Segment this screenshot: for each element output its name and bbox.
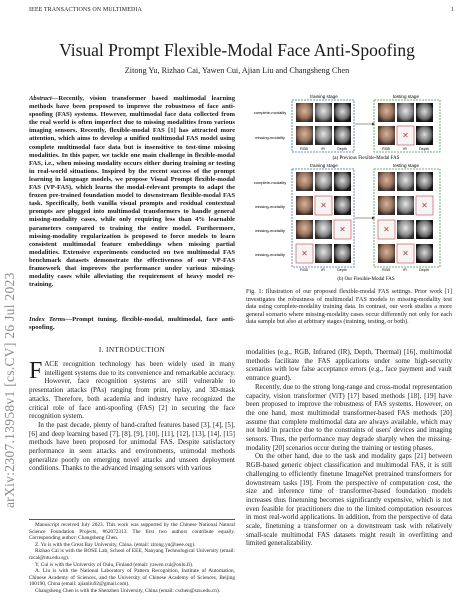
footnotes: [29, 519, 235, 595]
footnote: Changsheng Chen is with the Shenzhen University, China (email: cschen@szu.edu.cn).: [35, 587, 221, 594]
modality-label-rgb: RGB: [382, 147, 390, 151]
training-stage-label: training stage: [310, 163, 338, 168]
row-label: missing-modality: [255, 204, 285, 209]
intro-paragraph-1: [29, 360, 235, 421]
svg-text:✕: ✕: [301, 249, 308, 258]
svg-text:✕: ✕: [421, 201, 428, 210]
page-number: 1: [451, 7, 454, 13]
figure-1-caption: Fig. 1: Illustration of our proposed flexible-modal FAS settings. Prior work [1] investigates the robustness of multimodal FAS models to missing-modality test data using complete-modality training data. In contrast, our work studies a more general scenario where missing-modality cases occur differently not only for each data sample but also at arbitrary stages (training, testing, or both).: [246, 288, 452, 326]
svg-text:✕: ✕: [339, 225, 346, 234]
intro-p1-text: ACE recognition technology has been widely used in many intelligent systems due to its convenience and remarkable accuracy. However, face recognition systems are still vulnerable to presentation attacks (PAs) ranging from print, replay, and 3D-mask attacks. Therefore, both academia and industry have recognized the critical role of face anti-spoofing (FAS) [2] in securing the face recognition system.: [29, 360, 235, 421]
right-paragraph-1: modalities (e.g., RGB, Infrared (IR), Depth, Thermal) [16], multimodal methods facilitate the FAS applications under some high-security scenarios with low false acceptance errors (e.g., face payment and vault entrance guard).: [246, 348, 452, 383]
author-list: Zitong Yu, Rizhao Cai, Yawen Cui, Ajian Liu and Changsheng Chen: [124, 66, 350, 75]
row-label: missing-modality: [255, 228, 285, 233]
modality-label-ir: IR: [403, 268, 407, 272]
testing-stage-label: testing stage: [392, 94, 420, 99]
figure-1-illustration: [246, 92, 452, 284]
modality-label-depth: Depth: [337, 147, 347, 151]
row-label: missing-modality: [255, 135, 285, 140]
journal-header: IEEE TRANSACTIONS ON MULTIMEDIA: [29, 7, 142, 13]
index-terms-label: Index Terms—: [29, 316, 73, 323]
right-column-text: [246, 348, 452, 548]
footnote: Z. Yu is with the Great Bay University, China. (email: zitong.yu@ieee.org).: [35, 541, 196, 548]
right-paragraph-3: On the other hand, due to the task and modality gaps [21] between RGB-based generic object classification and multimodal FAS, it is still challenging to efficiently finetune ImageNet pretrained transformers for downstream tasks [19]. From the perspective of computation cost, the size and inference time of transformer-based foundation models increases thus finetuning becomes significantly expensive, which is not even feasible for practitioners due to the limited computation resources in most real-world applications. In addition, from the perspective of data scale, finetuning a transformer on a downstream task with relatively small-scale multimodal FAS datasets might result in overfitting and limited generalizability.: [246, 452, 452, 548]
arxiv-stamp: [2, 272, 22, 528]
intro-paragraph-2: In the past decade, plenty of hand-crafted features based [3], [4], [5], [6] and deep learning based [7], [8], [9], [10], [11], [12], [13], [14], [15] methods have been proposed for unimodal FAS. Despite satisfactory performance in seen attacks and environments, unimodal methods generalize poorly on emerging novel attacks and unseen deployment conditions. Thanks to the advanced imaging sensors with various: [29, 420, 235, 473]
figure-1: [246, 92, 452, 282]
modality-label-depth: Depth: [419, 147, 429, 151]
right-paragraph-2: Recently, due to the strong long-range and cross-modal representation capacity, vision transformer (ViT) [17] based methods [18], [19] have been proposed to improve the robustness of FAS systems. However, on the one hand, most multimodal transformer-based FAS methods [20] assume that complete multimodal data are always available, which may not hold in practice due to the constraints of users' devices and imaging sensors. Thus, the performance may degrade sharply when the missing-modality [20] scenarios occur during the training or testing phases.: [246, 382, 452, 452]
svg-text:✕: ✕: [320, 201, 327, 210]
modality-label-depth: Depth: [337, 268, 347, 272]
modality-label-depth: Depth: [419, 268, 429, 272]
row-label: complete-modality: [253, 180, 287, 185]
footnote: Rizhao Cai is with the ROSE Lab, School of EEE, Nanyang Technological University (email: rzcai@ntu.edu.sg).: [29, 548, 235, 561]
paper-title: Visual Prompt Flexible-Modal Face Anti-Spoofing: [59, 40, 415, 60]
subcaption-b: (b) Our Flexible-Modal FAS: [337, 277, 395, 282]
section-heading: I. INTRODUCTION: [98, 346, 166, 354]
svg-text:✕: ✕: [383, 225, 390, 234]
footnote: Manuscript received July 2023. This work was supported by the Chinese National Natural Science Foundation Projects, #62072313. The first two authors contribute equally. Corresponding author: Changsheng Chen.: [29, 522, 235, 542]
modality-label-ir: IR: [321, 268, 325, 272]
abstract: [29, 95, 235, 289]
subcaption-a: (a) Previous Flexible-Modal FAS: [332, 156, 400, 161]
abstract-label: Abstract—: [29, 95, 59, 102]
testing-stage-label: testing stage: [392, 163, 420, 168]
svg-text:✕: ✕: [402, 131, 409, 140]
training-stage-label: training stage: [310, 94, 338, 99]
row-label: missing-modality: [255, 252, 285, 257]
index-terms-text: Prompt tuning, flexible-modal, multimodal, face anti-spoofing.: [29, 316, 235, 332]
svg-text:✕: ✕: [402, 249, 409, 258]
footnote: Y. Cui is with the University of Oulu, Finland (email: yawen.cui@oulu.fi).: [35, 561, 194, 568]
abstract-text: Recently, vision transformer based multimodal learning methods have been proposed to improve the robustness of face anti-spoofing (FAS) systems. However, multimodal face data collected from the real world is often imperfect due to missing modalities from various imaging sensors. Recently, flexible-modal FAS [1] has attracted more attention, which aims to develop a unified multimodal FAS model using complete multimodal face data but is insensitive to test-time missing modalities. In this paper, we tackle one main challenge in flexible-modal FAS, i.e., when missing modality occurs either during training or testing in real-world situations. Inspired by the recent success of the prompt learning in language models, we propose Visual Prompt flexible-modal FAS (VP-FAS), which learns the modal-relevant prompts to adapt the frozen pre-trained foundation model to downstream flexible-modal FAS task. Specifically, both vanilla visual prompts and residual contextual prompts are plugged into multimodal transformers to handle general missing-modality cases, while only requiring less than 4% learnable parameters compared to training the entire model. Furthermore, missing-modality regularization is proposed to force models to learn consistent multimodal feature embeddings when missing partial modalities. Extensive experiments conducted on two multimodal FAS benchmark datasets demonstrate the effectiveness of our VP-FAS framework that improves the performance under various missing-modality cases while alleviating the requirement of heavy model re-training.: [29, 95, 235, 289]
introduction-text: [29, 360, 235, 473]
modality-label-rgb: RGB: [300, 268, 308, 272]
arxiv-stamp-text: arXiv:2307.13958v1 [cs.CV] 26 Jul 2023: [2, 272, 17, 508]
modality-label-rgb: RGB: [382, 268, 390, 272]
modality-label-ir: IR: [403, 147, 407, 151]
row-label: complete-modality: [253, 110, 287, 115]
index-terms: [29, 316, 235, 332]
drop-cap: F: [29, 358, 43, 384]
footnote: A. Liu is with the National Laboratory of Pattern Recognition, Institute of Automation, Chinese Academy of Sciences, and the University of Chinese Academy of Sciences, Beijing 100190, China (email: ajianliu92@gmail.com).: [29, 568, 235, 588]
modality-label-ir: IR: [321, 147, 325, 151]
modality-label-rgb: RGB: [300, 147, 308, 151]
